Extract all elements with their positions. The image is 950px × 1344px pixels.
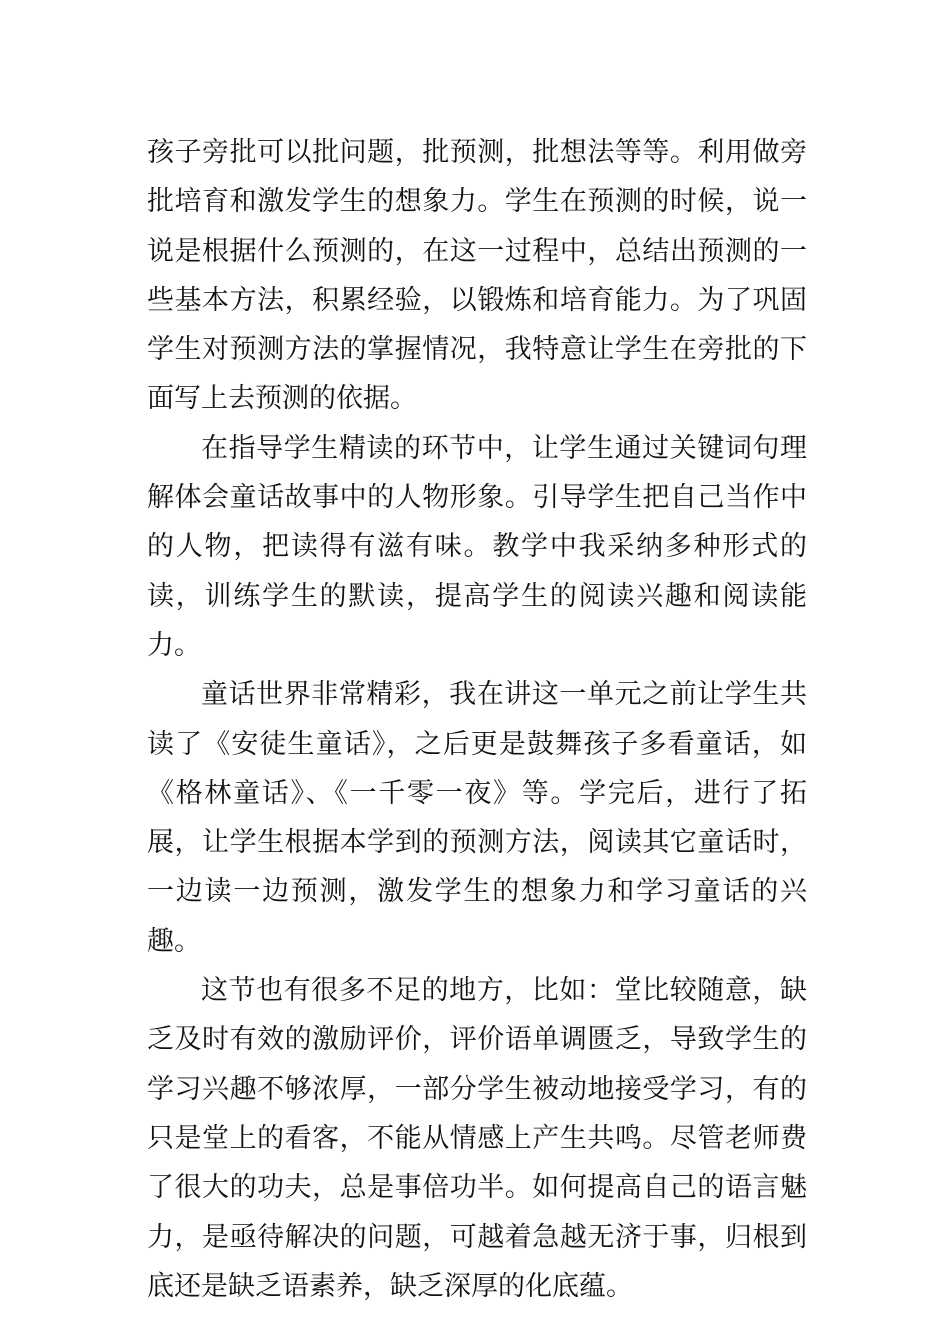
paragraph-3: 童话世界非常精彩，我在讲这一单元之前让学生共读了《安徒生童话》，之后更是鼓舞孩子多看童话，如《格林童话》、《一千零一夜》等。学完后，进行了拓展，让学生根据本学到的预测方法，阅读其它童话时，一边读一边预测，激发学生的想象力和学习童话的兴趣。 — [147, 679, 807, 957]
paragraph-4: 这节也有很多不足的地方，比如：堂比较随意，缺乏及时有效的激励评价，评价语单调匮乏，导致学生的学习兴趣不够浓厚，一部分学生被动地接受学习，有的只是堂上的看客，不能从情感上产生共鸣。尽管老师费了很大的功夫，总是事倍功半。如何提高自己的语言魅力，是亟待解决的问题，可越着急越无济于事，归根到底还是缺乏语素养，缺乏深厚的化底蕴。 — [147, 975, 807, 1302]
document-body — [147, 128, 807, 1311]
paragraph-2: 在指导学生精读的环节中，让学生通过关键词句理解体会童话故事中的人物形象。引导学生把自己当作中的人物，把读得有滋有味。教学中我采纳多种形式的读，训练学生的默读，提高学生的阅读兴趣和阅读能力。 — [147, 432, 807, 661]
paragraph-1: 孩子旁批可以批问题，批预测，批想法等等。利用做旁批培育和激发学生的想象力。学生在预测的时候，说一说是根据什么预测的，在这一过程中，总结出预测的一些基本方法，积累经验，以锻炼和培育能力。为了巩固学生对预测方法的掌握情况，我特意让学生在旁批的下面写上去预测的依据。 — [147, 137, 807, 415]
